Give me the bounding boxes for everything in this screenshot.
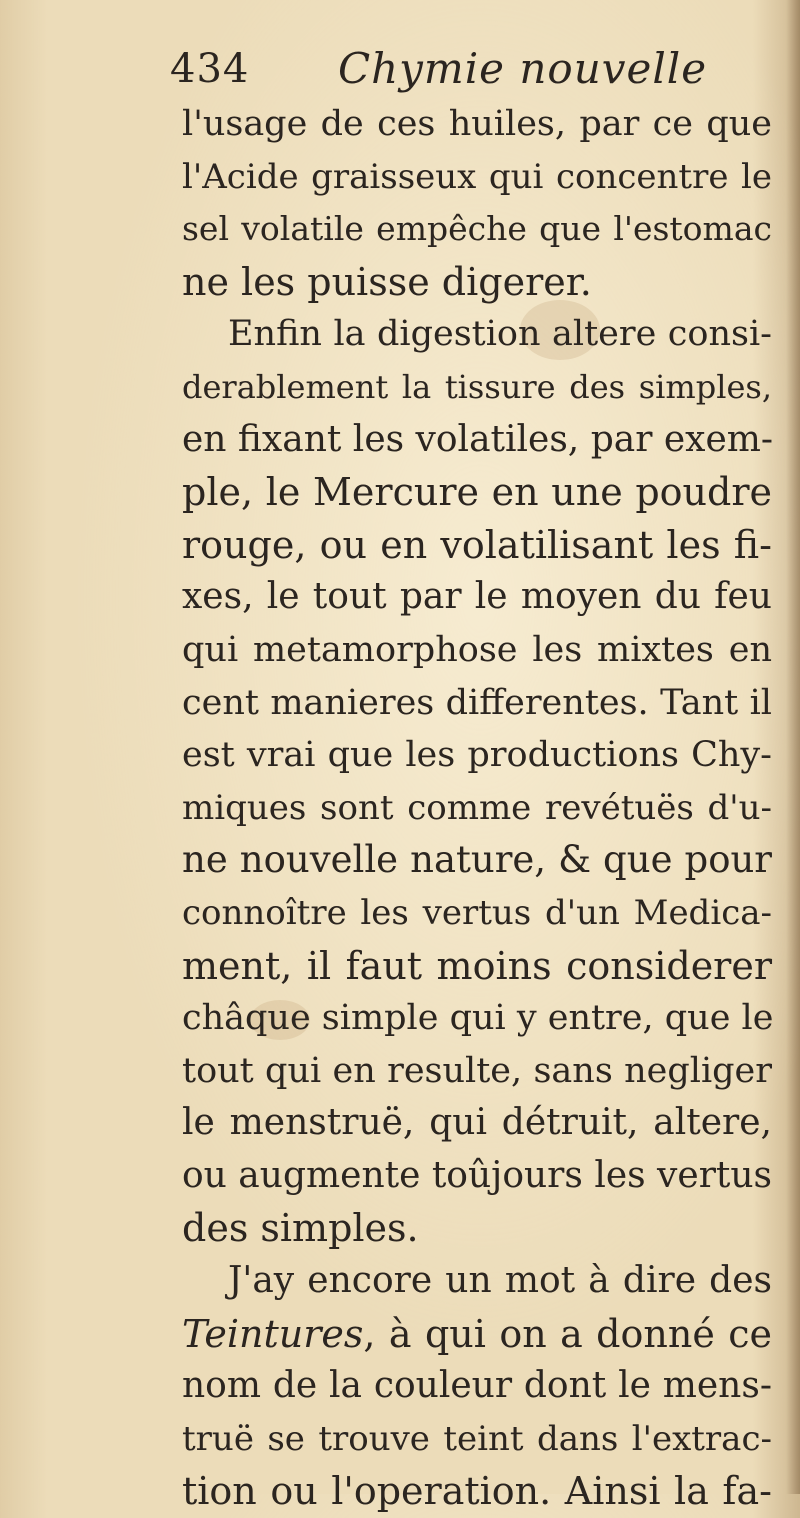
text-line: qui metamorphose les mixtes en — [182, 629, 772, 670]
text-line: l'Acide graisseux qui concentre le — [182, 156, 772, 197]
text-line: est vrai que les productions Chy- — [182, 735, 772, 776]
text-line: derablement la tissure des simples, — [182, 367, 772, 406]
text-line: l'usage de ces huiles, par ce que — [182, 104, 772, 144]
text-line: nom de la couleur dont le mens- — [182, 1365, 772, 1407]
text-line: ou augmente toûjours les vertus — [182, 1154, 773, 1196]
page-header — [170, 40, 750, 100]
body-text — [182, 98, 772, 1518]
text-line: ple, le Mercure en une poudre — [182, 470, 772, 515]
text-line: xes, le tout par le moyen du feu — [182, 576, 772, 618]
text-line: J'ay encore un mot à dire des — [228, 1260, 772, 1302]
text-line: sel volatile empêche que l'estomac — [182, 209, 772, 249]
text-line: miques sont comme revétuës d'u- — [182, 787, 772, 828]
text-line-mixed — [182, 1308, 772, 1361]
text-line: rouge, ou en volatilisant les fi- — [182, 522, 772, 567]
text-line: ne nouvelle nature, & que pour — [182, 838, 772, 882]
page-number: 434 — [170, 46, 250, 92]
text-line: le menstruë, qui détruit, altere, — [182, 1102, 772, 1144]
text-line: ne les puisse digerer. — [182, 259, 592, 304]
text-line: en fixant les volatiles, par exem- — [182, 418, 774, 460]
italic-term: Teintures — [182, 1311, 364, 1356]
text-line: truë se trouve teint dans l'extrac- — [182, 1418, 772, 1459]
text-line: ment, il faut moins considerer — [182, 943, 772, 988]
text-run: , à qui on a donné ce — [363, 1311, 772, 1356]
text-line: châque simple qui y entre, que le — [182, 998, 774, 1039]
text-line: connoître les vertus d'un Medica- — [182, 892, 772, 933]
page-edge-shadow — [786, 0, 800, 1494]
text-line: tion ou l'operation. Ainsi la fa- — [182, 1469, 772, 1514]
text-line: cent manieres differentes. Tant il — [182, 682, 772, 723]
running-title: Chymie nouvelle — [338, 44, 708, 93]
text-line: Enfin la digestion altere consi- — [228, 314, 772, 355]
text-line: des simples. — [182, 1206, 419, 1251]
text-line: tout qui en resulte, sans negliger — [182, 1050, 772, 1091]
